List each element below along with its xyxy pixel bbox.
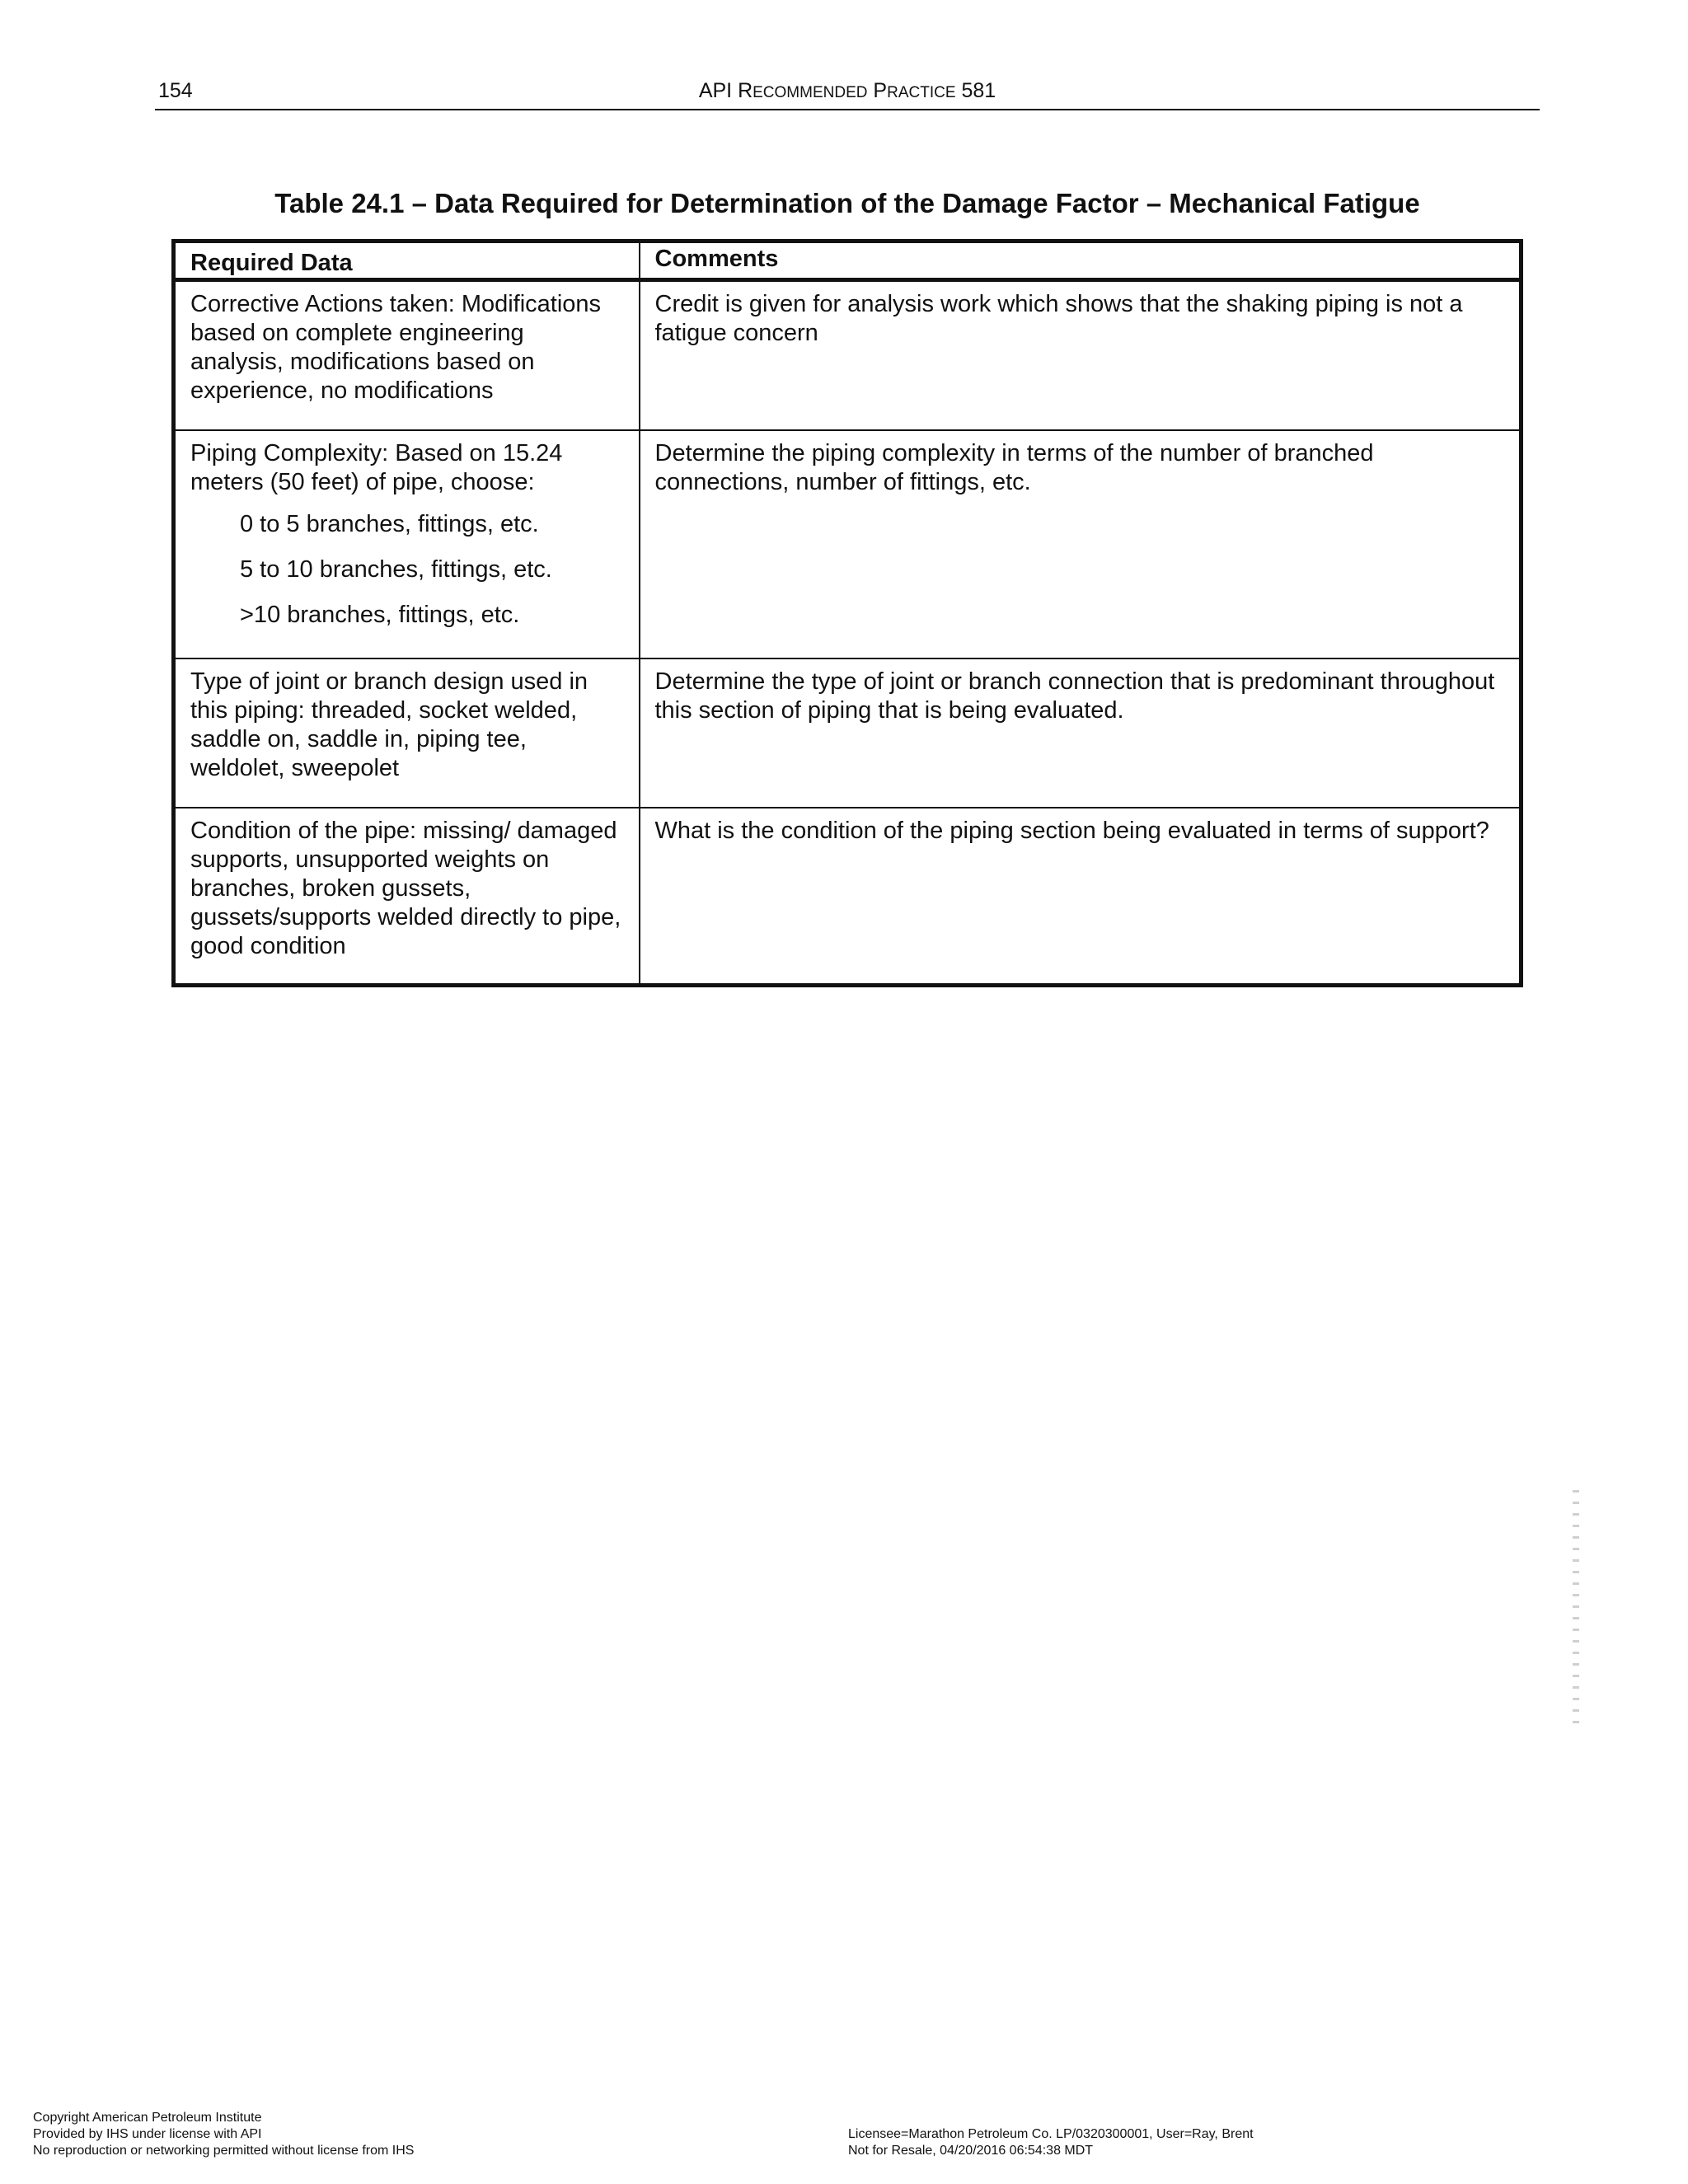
comment-cell: Determine the type of joint or branch connection that is predominant throughout this section of piping that is being evaluated.: [640, 658, 1522, 808]
footer-line: Copyright American Petroleum Institute: [33, 2111, 262, 2125]
running-head-suffix: 581: [955, 79, 996, 102]
footer-license: [848, 2126, 1254, 2159]
footer-line: Provided by IHS under license with API: [33, 2127, 262, 2141]
footer-line: Not for Resale, 04/20/2016 06:54:38 MDT: [848, 2144, 1094, 2158]
table-row: [174, 430, 1522, 658]
running-head: [155, 79, 1540, 103]
table-row: [174, 808, 1522, 986]
required-text: Piping Complexity: Based on 15.24 meters (50 feet) of pipe, choose:: [190, 439, 563, 495]
option-item: >10 branches, fittings, etc.: [240, 601, 520, 628]
required-cell: Type of joint or branch design used in this piping: threaded, socket welded, saddle on, saddle in, piping tee, weldolet, sweepolet: [174, 658, 640, 808]
required-cell: Condition of the pipe: missing/ damaged supports, unsupported weights on branches, broken gussets, gussets/supports welded directly to pipe, good condition: [174, 808, 640, 986]
running-head-smallcaps-2: RACTICE: [887, 84, 956, 101]
page-header: [155, 76, 1540, 110]
running-head-smallcaps-1: ECOMMENDED: [753, 84, 868, 101]
option-item: 5 to 10 branches, fittings, etc.: [240, 555, 552, 583]
table-caption: Table 24.1 – Data Required for Determination of the Damage Factor – Mechanical Fatigue: [274, 188, 1420, 218]
footer-copyright: [33, 2110, 414, 2159]
required-cell: Corrective Actions taken: Modifications based on complete engineering analysis, modifications based on experience, no modifications: [174, 280, 640, 430]
comment-cell: Determine the piping complexity in terms of the number of branched connections, number of fittings, etc.: [640, 430, 1522, 658]
table-row: [174, 280, 1522, 430]
footer-line: Licensee=Marathon Petroleum Co. LP/0320300001, User=Ray, Brent: [848, 2127, 1254, 2141]
required-cell: [174, 430, 640, 658]
option-item: 0 to 5 branches, fittings, etc.: [240, 510, 539, 537]
comment-cell: Credit is given for analysis work which shows that the shaking piping is not a fatigue concern: [640, 280, 1522, 430]
page-number: 154: [158, 79, 193, 102]
header-comments: Comments: [640, 241, 1522, 280]
running-head-mid: P: [867, 79, 888, 102]
margin-watermark-mark: [1573, 1490, 1579, 1729]
table-row: [174, 658, 1522, 808]
footer-line: No reproduction or networking permitted without license from IHS: [33, 2144, 415, 2158]
required-data-table: [171, 239, 1523, 987]
running-head-prefix: API R: [698, 79, 753, 102]
options-list: [190, 510, 624, 630]
comment-cell: What is the condition of the piping section being evaluated in terms of support?: [640, 808, 1522, 986]
table-header-row: [174, 241, 1522, 280]
header-required-data: Required Data: [174, 241, 640, 280]
